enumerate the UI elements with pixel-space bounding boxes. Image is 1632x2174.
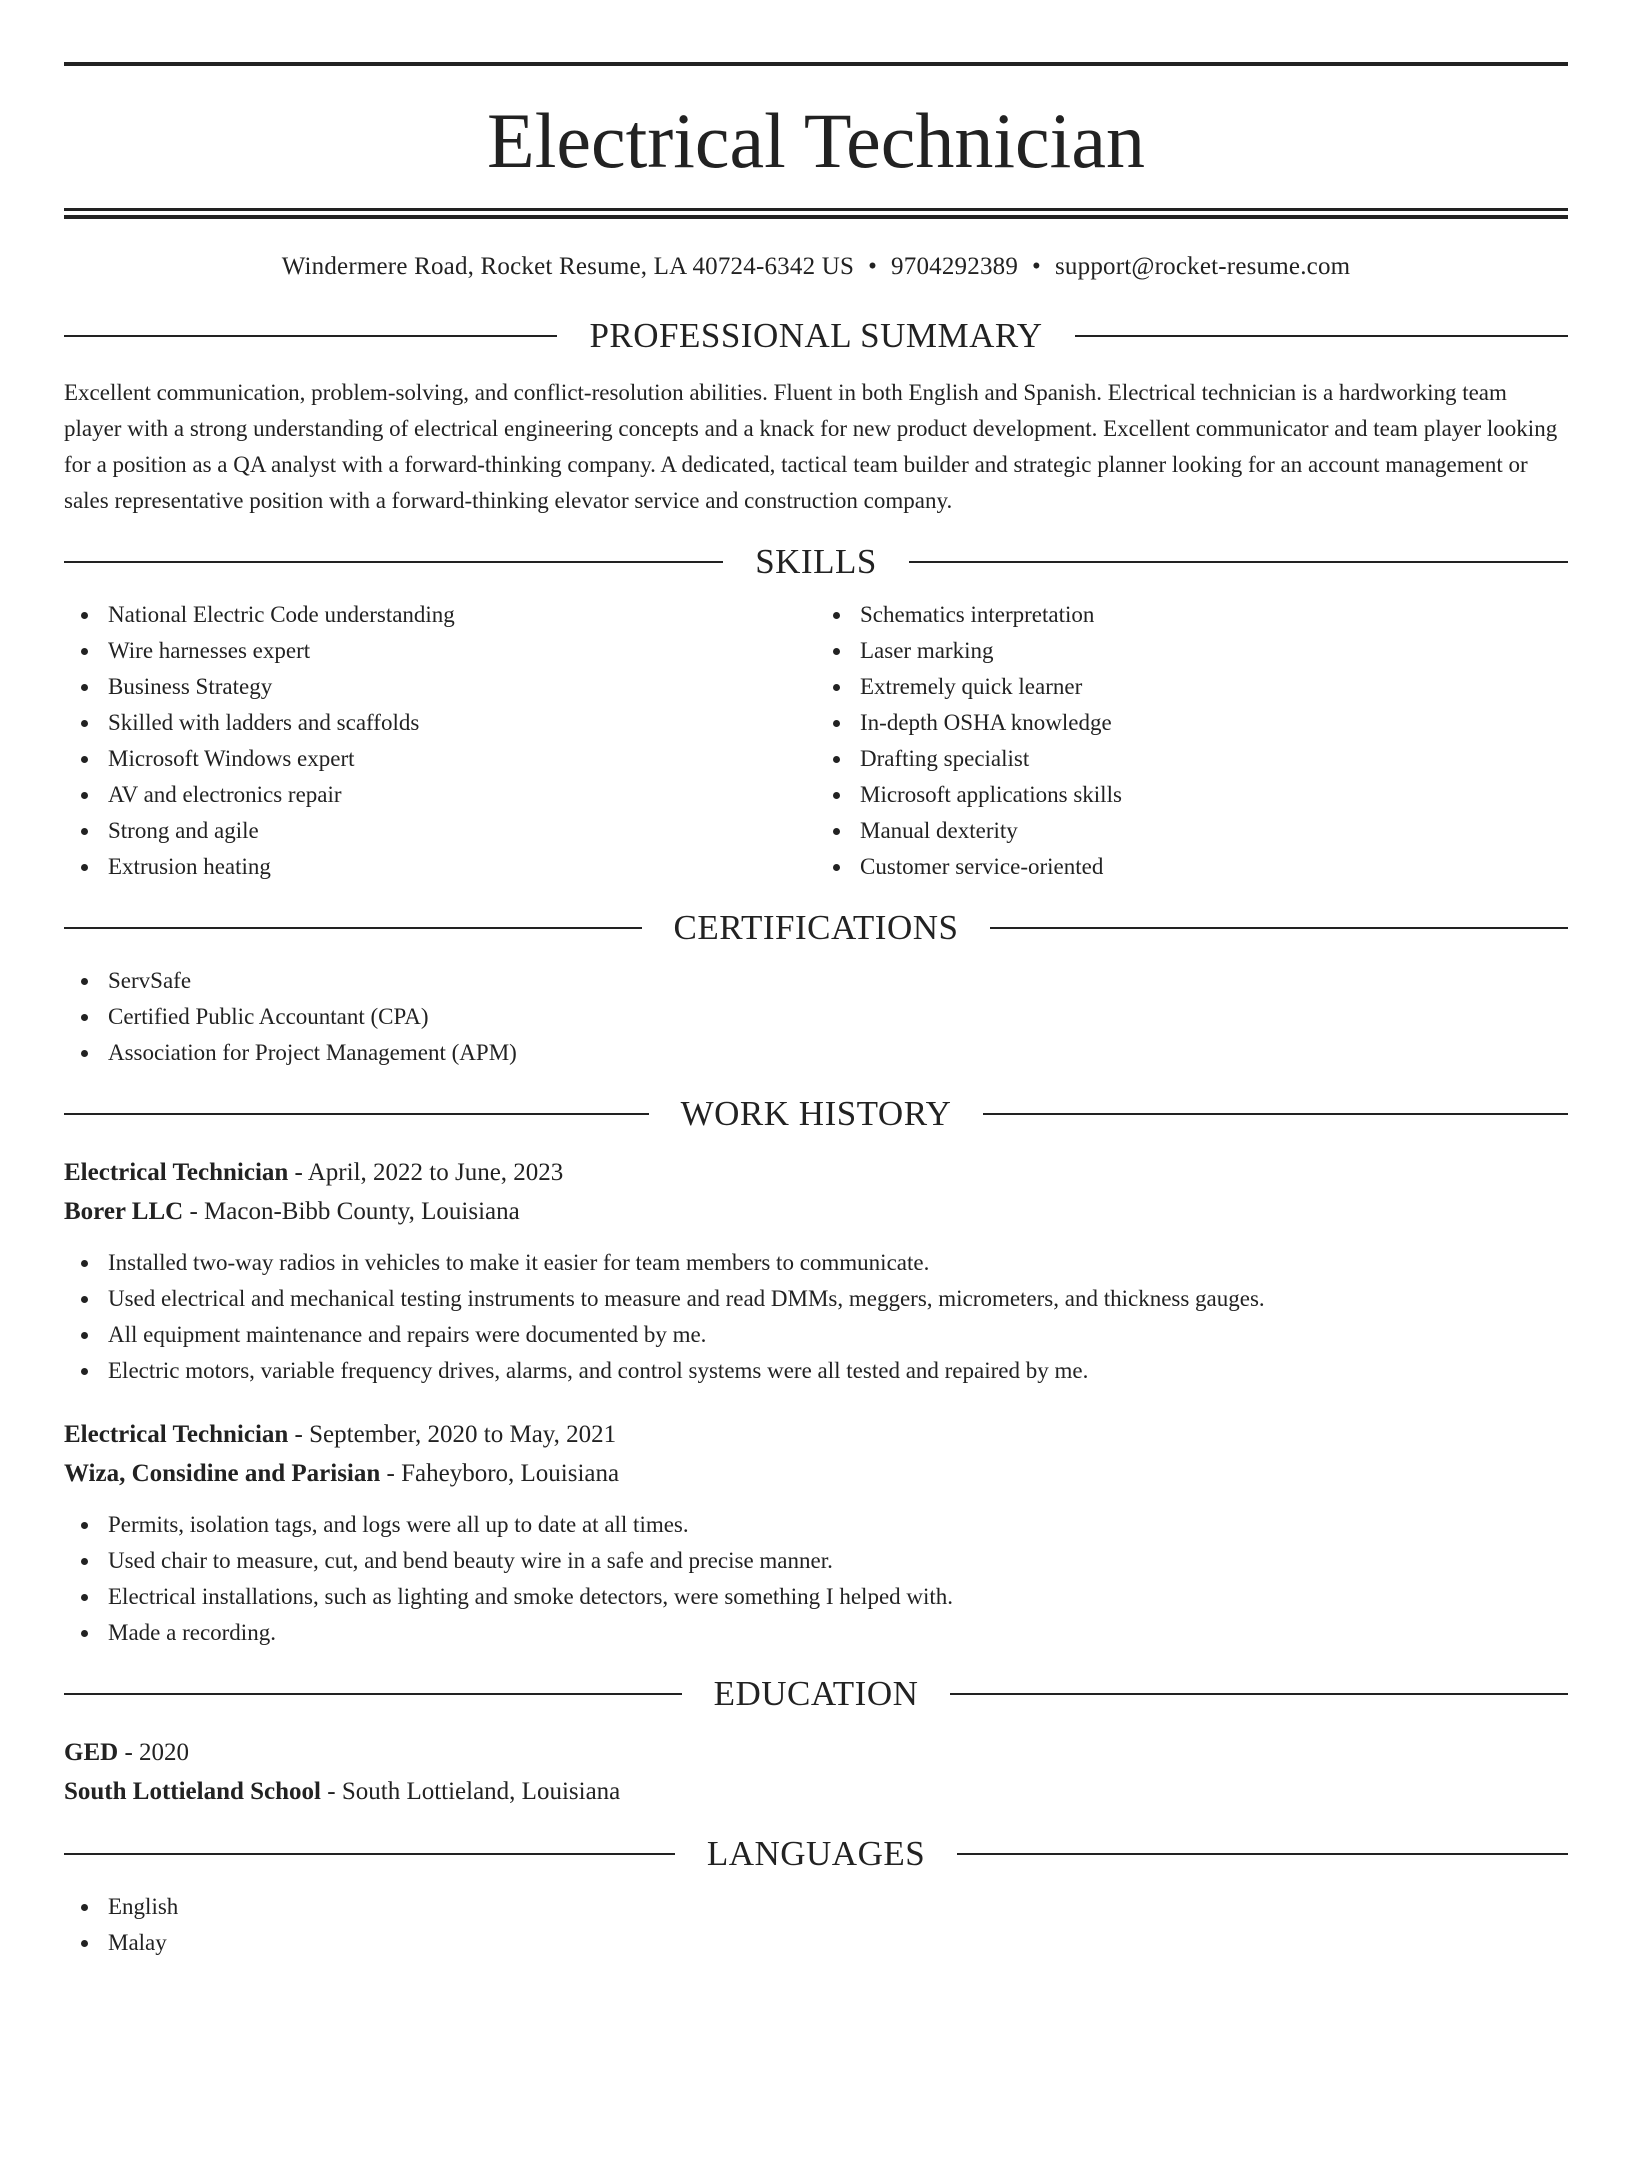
list-item: All equipment maintenance and repairs were documented by me. (64, 1317, 1568, 1353)
job-title: Electrical Technician (64, 1159, 289, 1186)
resume-page (0, 62, 1632, 2174)
section-heading-skills (64, 537, 1568, 587)
job-bullets (64, 1507, 1568, 1651)
list-item: Malay (64, 1925, 1568, 1961)
section-title: SKILLS (755, 542, 877, 581)
list-item: Schematics interpretation (816, 597, 1568, 633)
list-item: Drafting specialist (816, 741, 1568, 777)
job-dates: - September, 2020 to May, 2021 (288, 1421, 617, 1448)
list-item: Installed two-way radios in vehicles to make it easier for team members to communicate. (64, 1245, 1568, 1281)
job-entry (64, 1153, 1568, 1389)
heading-rule (64, 561, 723, 563)
list-item: Manual dexterity (816, 813, 1568, 849)
list-item: National Electric Code understanding (64, 597, 816, 633)
education-school-line (64, 1772, 1568, 1811)
list-item: Used chair to measure, cut, and bend beauty wire in a safe and precise manner. (64, 1543, 1568, 1579)
summary-text: Excellent communication, problem-solving, and conflict-resolution abilities. Fluent in both English and Spanish. Electrical technician is a hardworking team player with a strong understanding of electrical engineering concepts and a knack for new product development. Excellent communicator and team player looking for a position as a QA analyst with a forward-thinking company. A dedicated, tactical team builder and strategic planner looking for an account management or sales representative position with a forward-thinking elevator service and construction company. (64, 380, 1558, 513)
title-double-rule (64, 208, 1568, 219)
contact-email: support@rocket-resume.com (1055, 253, 1351, 280)
languages-list (64, 1889, 1568, 1961)
section-title: EDUCATION (713, 1674, 919, 1713)
list-item: Electrical installations, such as lighting and smoke detectors, were something I helped with. (64, 1579, 1568, 1615)
certifications-list (64, 963, 1568, 1071)
list-item: Wire harnesses expert (64, 633, 816, 669)
list-item: Strong and agile (64, 813, 816, 849)
section-heading-languages (64, 1829, 1568, 1879)
section-heading-education (64, 1669, 1568, 1719)
list-item: Permits, isolation tags, and logs were all up to date at all times. (64, 1507, 1568, 1543)
heading-rule (950, 1693, 1568, 1695)
heading-rule (990, 927, 1568, 929)
job-company: Borer LLC (64, 1198, 184, 1225)
contact-phone: 9704292389 (891, 253, 1019, 280)
section-heading-summary (64, 311, 1568, 361)
education-school: South Lottieland School (64, 1778, 322, 1805)
heading-rule (957, 1853, 1568, 1855)
list-item: Electric motors, variable frequency drives, alarms, and control systems were all tested and repaired by me. (64, 1353, 1568, 1389)
list-item: Skilled with ladders and scaffolds (64, 705, 816, 741)
job-entry (64, 1415, 1568, 1651)
list-item: Extremely quick learner (816, 669, 1568, 705)
heading-rule (909, 561, 1568, 563)
section-title: PROFESSIONAL SUMMARY (589, 316, 1043, 355)
contact-separator: • (868, 253, 878, 280)
contact-separator: • (1032, 253, 1041, 280)
heading-rule (64, 1853, 675, 1855)
contact-line (64, 253, 1568, 293)
skills-column-right (816, 597, 1568, 885)
contact-address: Windermere Road, Rocket Resume, LA 40724-6342 US (281, 253, 855, 280)
list-item: Certified Public Accountant (CPA) (64, 999, 1568, 1035)
heading-rule (64, 1113, 649, 1115)
job-bullets (64, 1245, 1568, 1389)
education-degree-line (64, 1733, 1568, 1772)
education-location: - South Lottieland, Louisiana (321, 1778, 621, 1805)
heading-rule (983, 1113, 1568, 1115)
section-heading-work-history (64, 1089, 1568, 1139)
skills-column-left (64, 597, 816, 885)
top-rule (64, 62, 1568, 66)
list-item: Made a recording. (64, 1615, 1568, 1651)
job-title-line (64, 1415, 1568, 1454)
heading-rule (64, 927, 642, 929)
section-title: WORK HISTORY (680, 1094, 952, 1133)
list-item: Microsoft applications skills (816, 777, 1568, 813)
list-item: In-depth OSHA knowledge (816, 705, 1568, 741)
education-entry (64, 1733, 1568, 1811)
education-year: - 2020 (118, 1739, 190, 1766)
list-item: Business Strategy (64, 669, 816, 705)
heading-rule (64, 1693, 682, 1695)
heading-rule (1075, 335, 1568, 337)
list-item: Extrusion heating (64, 849, 816, 885)
list-item: AV and electronics repair (64, 777, 816, 813)
list-item: English (64, 1889, 1568, 1925)
list-item: Customer service-oriented (816, 849, 1568, 885)
job-company-line (64, 1192, 1568, 1231)
section-title: LANGUAGES (706, 1834, 926, 1873)
resume-title: Electrical Technician (487, 97, 1145, 184)
job-location: - Faheyboro, Louisiana (380, 1460, 620, 1487)
job-location: - Macon-Bibb County, Louisiana (183, 1198, 520, 1225)
job-company-line (64, 1454, 1568, 1493)
section-heading-certifications (64, 903, 1568, 953)
section-title: CERTIFICATIONS (673, 908, 959, 947)
job-dates: - April, 2022 to June, 2023 (288, 1159, 564, 1186)
list-item: Laser marking (816, 633, 1568, 669)
list-item: Microsoft Windows expert (64, 741, 816, 777)
job-title-line (64, 1153, 1568, 1192)
job-company: Wiza, Considine and Parisian (64, 1460, 381, 1487)
list-item: Used electrical and mechanical testing instruments to measure and read DMMs, meggers, micrometers, and thickness gauges. (64, 1281, 1568, 1317)
list-item: Association for Project Management (APM) (64, 1035, 1568, 1071)
list-item: ServSafe (64, 963, 1568, 999)
education-degree: GED (64, 1739, 119, 1766)
heading-rule (64, 335, 557, 337)
skills-list (64, 597, 1568, 885)
job-title: Electrical Technician (64, 1421, 289, 1448)
